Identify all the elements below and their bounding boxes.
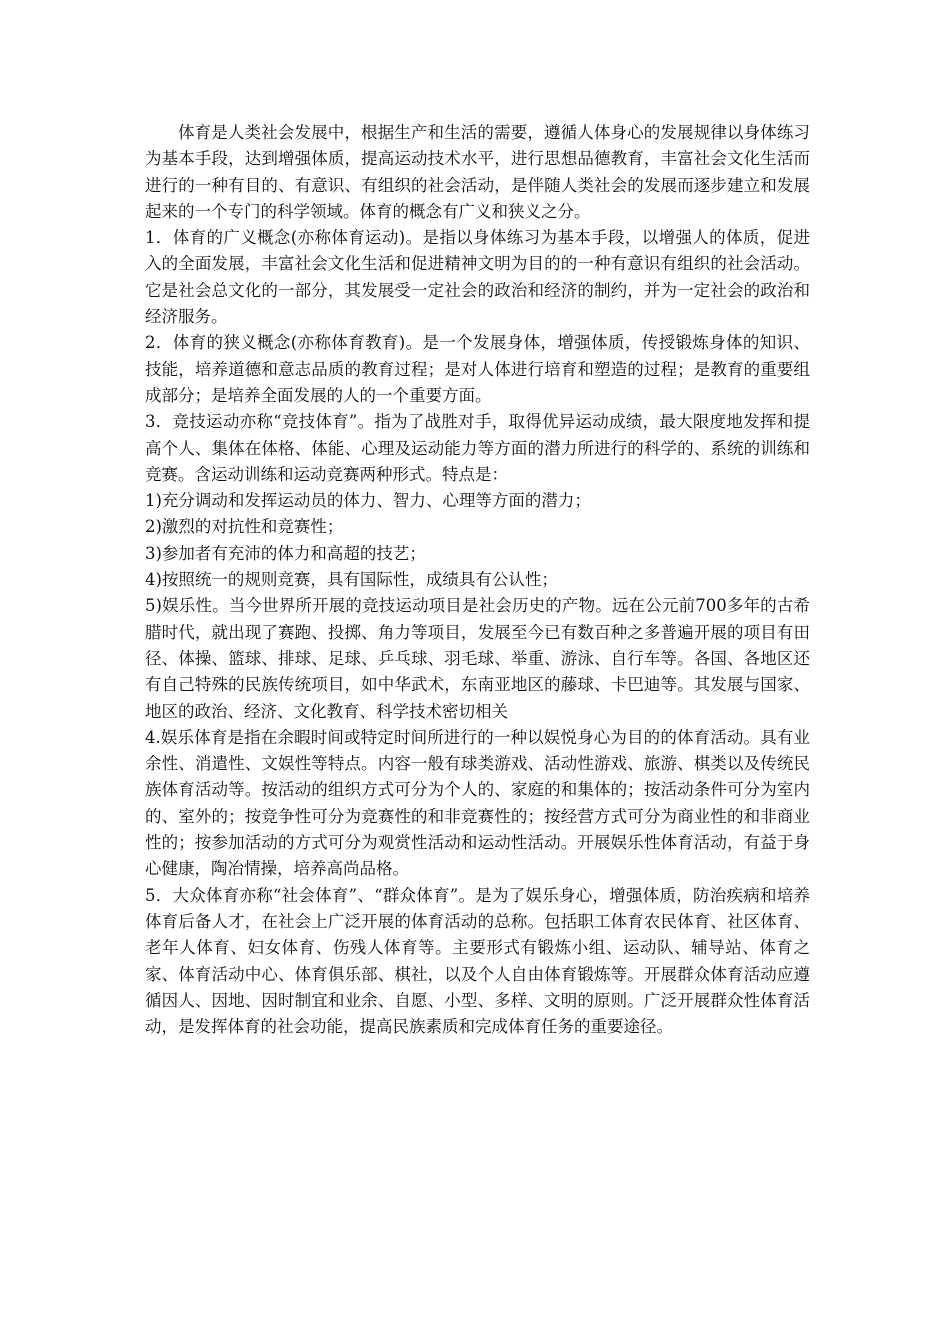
paragraph-mass-sports: 5．大众体育亦称“社会体育”、“群众体育”。是为了娱乐身心，增强体质，防治疾病和培养体育后备人才，在社会上广泛开展的体育活动的总称。包括职工体育农民体育、社区体育、老年人体育、妇女体育、伤残人体育等。主要形式有锻炼小组、运动队、辅导站、体育之家、体育活动中心、体育俱乐部、棋社，以及个人自由体育锻炼等。开展群众体育活动应遵循因人、因地、因时制宜和业余、自愿、小型、多样、文明的原则。广泛开展群众性体育活动，是发挥体育的社会功能，提高民族素质和完成体育任务的重要途径。 <box>145 885 810 1037</box>
paragraph-competitive-sports: 3．竞技运动亦称“竞技体育”。指为了战胜对手，取得优异运动成绩，最大限度地发挥和提高个人、集体在体格、体能、心理及运动能力等方面的潜力所进行的科学的、系统的训练和竞赛。含运动训练和运动竞赛两种形式。特点是： <box>145 412 810 484</box>
list-item-feature-2: 2)激烈的对抗性和竞赛性； <box>145 517 344 537</box>
paragraph-broad-concept: 1．体育的广义概念(亦称体育运动)。是指以身体练习为基本手段，以增强人的体质，促进入的全面发展，丰富社会文化生活和促进精神文明为目的的一种有意识有组织的社会活动。它是社会总文化的一部分，其发展受一定社会的政治和经济的制约，并为一定社会的政治和经济服务。 <box>145 228 810 327</box>
document-body <box>145 120 810 1040</box>
intro-paragraph: 体育是人类社会发展中，根据生产和生活的需要，遵循人体身心的发展规律以身体练习为基本手段，达到增强体质，提高运动技术水平，进行思想品德教育，丰富社会文化生活而进行的一种有目的、有意识、有组织的社会活动，是伴随人类社会的发展而逐步建立和发展起来的一个专门的科学领域。体育的概念有广义和狭义之分。 <box>145 123 810 221</box>
list-item-feature-4: 4)按照统一的规则竞赛，具有国际性，成绩具有公认性； <box>145 570 558 590</box>
list-item-feature-1: 1)充分调动和发挥运动员的体力、智力、心理等方面的潜力； <box>145 491 591 511</box>
list-item-feature-5: 5)娱乐性。当今世界所开展的竞技运动项目是社会历史的产物。远在公元前700多年的古希腊时代，就出现了赛跑、投掷、角力等项目，发展至今已有数百种之多普遍开展的项目有田径、体操、篮球、排球、足球、乒乓球、羽毛球、举重、游泳、自行车等。各国、各地区还有自己特殊的民族传统项目，如中华武术，东南亚地区的藤球、卡巴迪等。其发展与国家、地区的政治、经济、文化教育、科学技术密切相关 <box>145 596 810 721</box>
paragraph-recreational-sports: 4.娱乐体育是指在余暇时间或特定时间所进行的一种以娱悦身心为目的的体育活动。具有业余性、消遣性、文娱性等特点。内容一般有球类游戏、活动性游戏、旅游、棋类以及传统民族体育活动等。按活动的组织方式可分为个人的、家庭的和集体的；按活动条件可分为室内的、室外的；按竞争性可分为竞赛性的和非竞赛性的；按经营方式可分为商业性的和非商业性的；按参加活动的方式可分为观赏性活动和运动性活动。开展娱乐性体育活动，有益于身心健康，陶冶情操，培养高尚品格。 <box>145 727 810 879</box>
list-item-feature-3: 3)参加者有充沛的体力和高超的技艺； <box>145 543 426 563</box>
paragraph-narrow-concept: 2．体育的狭义概念(亦称体育教育)。是一个发展身体，增强体质，传授锻炼身体的知识、技能，培养道德和意志品质的教育过程；是对人体进行培育和塑造的过程；是教育的重要组成部分；是培养全面发展的人的一个重要方面。 <box>145 333 810 405</box>
